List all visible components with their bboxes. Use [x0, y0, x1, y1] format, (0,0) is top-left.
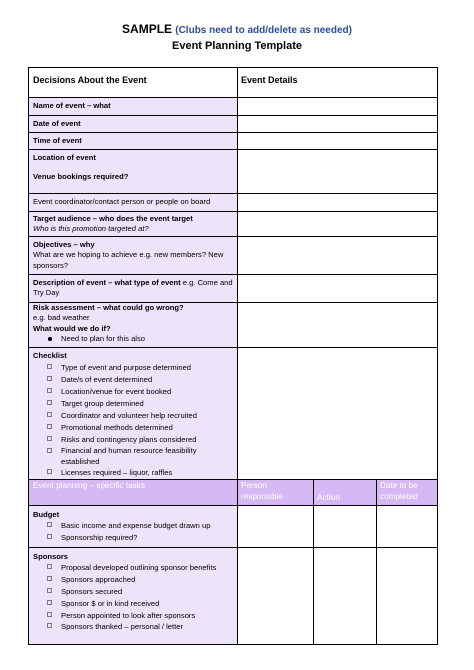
grid-line: [29, 302, 437, 303]
row-time-label: Time of event: [29, 132, 237, 149]
checklist-item[interactable]: Risks and contingency plans considered: [33, 434, 233, 446]
budget-title: Budget: [33, 510, 60, 519]
checkbox-icon[interactable]: [47, 564, 52, 569]
grid-line: [237, 68, 238, 644]
checklist-item[interactable]: Location/venue for event booked: [33, 386, 233, 398]
header-event-details: Event Details: [237, 68, 437, 97]
checklist-item[interactable]: Date/s of event determined: [33, 374, 233, 386]
clubs-note: (Clubs need to add/delete as needed): [175, 25, 352, 36]
checkbox-icon[interactable]: [47, 576, 52, 581]
row-risk-value[interactable]: [237, 302, 437, 347]
checklist-item[interactable]: Target group determined: [33, 398, 233, 410]
event-planning-table: [28, 67, 438, 645]
checkbox-icon[interactable]: [47, 623, 52, 628]
row-risk-label: [29, 302, 237, 347]
grid-line: [29, 97, 437, 98]
row-name-label: Name of event – what: [29, 97, 237, 115]
budget-action-cell[interactable]: [313, 505, 376, 547]
budget-date-cell[interactable]: [376, 505, 437, 547]
row-objectives-label: [29, 236, 237, 274]
row-checklist-value[interactable]: [237, 347, 437, 479]
document-title: [0, 22, 474, 38]
template-title: Event Planning Template: [172, 40, 302, 52]
grid-line: [29, 115, 437, 116]
checklist-title: Checklist: [33, 351, 67, 360]
checklist-item[interactable]: Type of event and purpose determined: [33, 362, 233, 374]
row-description-label: [29, 274, 237, 302]
checkbox-icon[interactable]: [47, 600, 52, 605]
budget-item[interactable]: Sponsorship required?: [33, 532, 233, 544]
checkbox-icon[interactable]: [47, 388, 52, 393]
sponsors-title: Sponsors: [33, 552, 69, 561]
row-checklist-label: [29, 347, 237, 479]
row-sponsors-label: [29, 547, 237, 644]
description-title: Description of event – what type of event: [33, 278, 181, 287]
row-coordinator-label: Event coordinator/contact person or people on board: [29, 193, 237, 211]
row-location-value[interactable]: [237, 149, 437, 193]
checkbox-icon[interactable]: [47, 448, 52, 453]
checkbox-icon[interactable]: [47, 376, 52, 381]
description-text: e.g. Come and Try Day: [33, 278, 233, 298]
checklist-item[interactable]: Promotional methods determined: [33, 422, 233, 434]
grid-line: [29, 193, 437, 194]
risk-bullet: Need to plan for this also: [33, 334, 233, 344]
objectives-text: What are we hoping to achieve e.g. new members? New sponsors?: [33, 250, 224, 270]
sponsor-item[interactable]: Sponsor $ or in kind received: [33, 598, 233, 610]
row-target-label: [29, 211, 237, 236]
target-question-text: Who is this promotion targeted at?: [33, 224, 149, 234]
grid-line: [29, 236, 437, 237]
grid-line: [313, 479, 314, 644]
sponsors-action-cell[interactable]: [313, 547, 376, 644]
row-date-value[interactable]: [237, 115, 437, 132]
row-objectives-value[interactable]: [237, 236, 437, 274]
objectives-title: Objectives – why: [33, 240, 95, 249]
risk-question: What would we do if?: [33, 323, 111, 333]
checkbox-icon[interactable]: [47, 412, 52, 417]
budget-item[interactable]: Basic income and expense budget drawn up: [33, 520, 233, 532]
sponsors-date-cell[interactable]: [376, 547, 437, 644]
row-date-label: Date of event: [29, 115, 237, 132]
band-action: Action: [317, 493, 340, 502]
budget-person-cell[interactable]: [237, 505, 313, 547]
band-date-completed: Date to be completed: [380, 481, 418, 501]
checklist-item[interactable]: Licenses required – liquor, raffles: [33, 467, 233, 479]
grid-line: [29, 132, 437, 133]
band-tasks: Event planning – specific tasks: [33, 481, 145, 490]
grid-line: [376, 479, 377, 644]
checklist-item[interactable]: Financial and human resource feasibility established: [33, 446, 233, 467]
checkbox-icon[interactable]: [47, 400, 52, 405]
checkbox-icon[interactable]: [47, 588, 52, 593]
grid-line: [29, 149, 437, 150]
sample-label: SAMPLE: [122, 22, 173, 36]
sponsor-item[interactable]: Sponsors thanked – personal / letter: [33, 621, 233, 633]
checkbox-icon[interactable]: [47, 364, 52, 369]
sponsor-item[interactable]: Person appointed to look after sponsors: [33, 610, 233, 622]
row-description-value[interactable]: [237, 274, 437, 302]
grid-line: [29, 347, 437, 348]
checkbox-icon[interactable]: [47, 469, 52, 474]
grid-line: [29, 274, 437, 275]
sponsors-person-cell[interactable]: [237, 547, 313, 644]
risk-example: e.g. bad weather: [33, 313, 90, 323]
row-name-value[interactable]: [237, 97, 437, 115]
venue-text: Venue bookings required?: [33, 172, 129, 182]
checkbox-icon[interactable]: [47, 534, 52, 539]
band-person-responsible: Person responsible: [241, 481, 283, 501]
sponsor-item[interactable]: Sponsors approached: [33, 574, 233, 586]
header-decisions: Decisions About the Event: [29, 68, 237, 97]
checkbox-icon[interactable]: [47, 612, 52, 617]
row-time-value[interactable]: [237, 132, 437, 149]
sponsor-item[interactable]: Proposal developed outlining sponsor benefits: [33, 562, 233, 574]
checklist-item[interactable]: Coordinator and volunteer help recruited: [33, 410, 233, 422]
row-target-value[interactable]: [237, 211, 437, 236]
checkbox-icon[interactable]: [47, 424, 52, 429]
location-text: Location of event: [33, 153, 96, 162]
sponsor-item[interactable]: Sponsors secured: [33, 586, 233, 598]
row-budget-label: [29, 505, 237, 547]
risk-title: Risk assessment – what could go wrong?: [33, 303, 184, 312]
bullet-icon: [48, 337, 52, 341]
checkbox-icon[interactable]: [47, 436, 52, 441]
checkbox-icon[interactable]: [47, 522, 52, 527]
row-coordinator-value[interactable]: [237, 193, 437, 211]
target-audience-text: Target audience – who does the event target: [33, 214, 193, 223]
grid-line: [29, 211, 437, 212]
row-location-label: [29, 149, 237, 193]
